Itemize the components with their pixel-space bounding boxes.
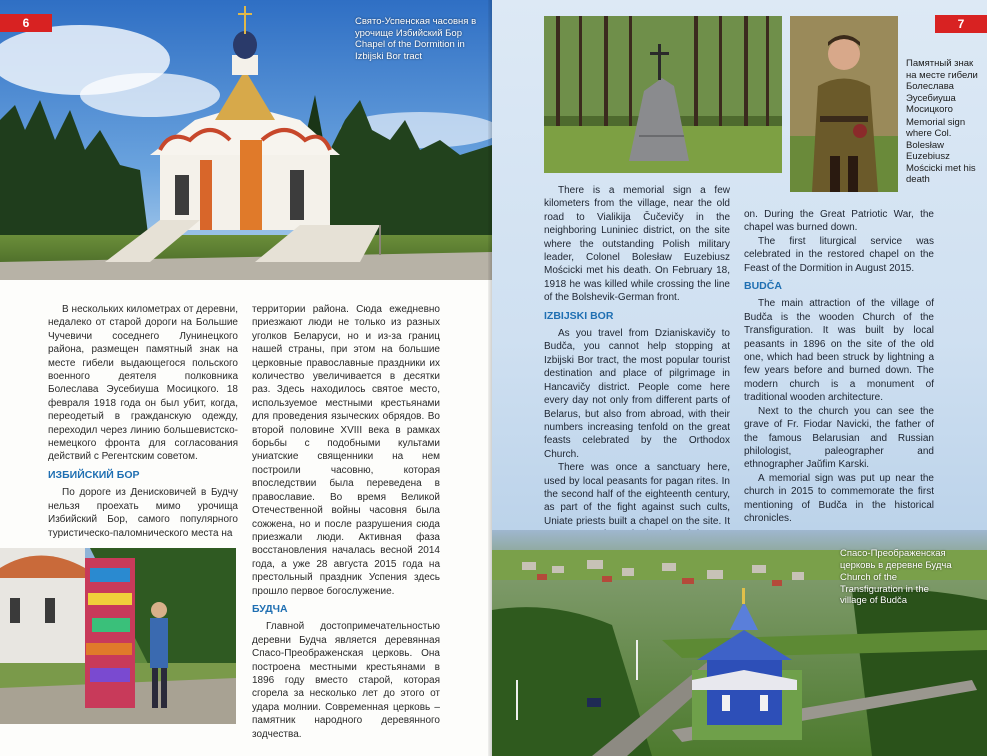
memorial-illustration — [544, 16, 782, 173]
aerial-church-photo — [492, 530, 987, 756]
portrait-caption-ru: Памятный знак на месте гибели Болеслава Эусебиуша Мосицкого — [906, 58, 978, 115]
right-page — [492, 0, 987, 756]
page-number-right: 7 — [935, 15, 987, 33]
grave-paragraph-en: Next to the church you can see the grave of Fr. Fiodar Navicki, the father of the famous Belarusian and Russian philologist, paleographer and ethnographer Jaŭfim Karski. — [744, 405, 934, 471]
chapel-photo — [0, 0, 492, 280]
aerial-caption — [840, 548, 958, 607]
ribbons-tree-photo — [0, 548, 236, 724]
budca-heading-en: BUDČA — [744, 280, 782, 293]
aerial-caption-ru: Спасо-Преображенская церковь в деревне Будча — [840, 548, 952, 571]
mosicki-paragraph-en: There is a memorial sign a few kilometers from the village, near the old road to Vialikija Čučevičy in the neighboring Luniniec district, on the site where the outstanding Polish military leader, Colonel Bolesław Euzebiusz Mościcki met his death. On February 18, 1918 he was killed while crossing the line of the Bolshevik-German front. — [544, 185, 730, 304]
liturgy-paragraph-en: The first liturgical service was celebrated in the restored chapel on the Feast of the Dormition in August 2015. — [744, 235, 934, 274]
left-page — [0, 0, 492, 756]
chapel-burned-paragraph-en: on. During the Great Patriotic War, the chapel was burned down. — [744, 209, 934, 234]
izbijski-bor-paragraph-ru: По дороге из Денисковичей в Будчу нельзя проехать мимо урочища Избийский Бор, самого популярного туристическо-паломнического места на — [48, 487, 238, 539]
portrait-illustration — [790, 16, 898, 192]
right-column-2 — [744, 208, 934, 525]
chapel-caption-ru: Свято-Успенская часовня в урочище Избийский Бор — [355, 16, 477, 39]
left-column-2 — [252, 303, 440, 741]
budcha-paragraph-ru: Главной достопримечательностью деревни Будча является деревянная Спасо-Преображенская церковь. Она построена местными крестьянами в 1896 году вместо старой, которая сгорела за несколько лет до этого от удара молнии. Современная церковь – памятник народного деревянного зодчества. — [252, 621, 440, 740]
aerial-caption-en: Church of the Transfiguration in the village of Budča — [840, 572, 929, 606]
memorial-2015-paragraph-en: A memorial sign was put up near the church in 2015 to commemorate the first mentioning of Budča in the historical chronicles. — [744, 472, 934, 524]
chapel-caption — [355, 16, 485, 62]
izbijski-bor-heading-en: IZBIJSKI BOR — [544, 309, 614, 322]
portrait-caption — [906, 58, 984, 186]
memorial-photo — [544, 16, 782, 173]
izbijski-bor-heading-ru: ИЗБИЙСКИЙ БОР — [48, 468, 140, 481]
ribbons-tree-illustration — [0, 548, 236, 724]
budcha-heading-ru: БУДЧА — [252, 602, 288, 615]
izbijski-bor-continued-ru: территории района. Сюда ежедневно приезжают люди не только из разных уголков Беларуси, но и из-за границ нашей страны, при этом на большие церковные православные праздники их количество увеличивается в десятки раз. Здесь находилось святое место, используемое местными крестьянами для проведения языческих обрядов. Во второй половине XVIII века в рамках борьбы с подобными культами униатские священники на нем построили часовню, которая впоследствии была переведена в православие. Во время Великой Отечественной войны часовня была сожжена, но и после разрушения сюда приезжали люди. Активная фаза восстановления началась весной 2014 года, а уже 28 августа 2015 года на престольный праздник Успения здесь прошло первое богослужение. — [252, 304, 440, 597]
chapel-caption-en: Chapel of the Dormition in Izbijski Bor tract — [355, 39, 465, 62]
budca-paragraph-en: The main attraction of the village of Budča is the wooden Church of the Transfiguration. It was built by local peasants in 1896 on the site of the old one, which had been struck by lightning a few years before and burned down. The modern church is a monument of traditional wooden architecture. — [744, 298, 934, 404]
right-column-1 — [544, 184, 730, 542]
sanctuary-paragraph-en: There was once a sanctuary here, used by local peasants for pagan rites. In the second half of the eighteenth century, as part of the fight against such cults, Uniate priests built a chapel on the site. It — [544, 462, 730, 527]
page-number-left: 6 — [0, 14, 52, 32]
portrait-caption-en: Memorial sign where Col. Bolesław Euzebiusz Mościcki met his death — [906, 116, 976, 185]
left-column-1 — [48, 303, 238, 540]
izbijski-bor-paragraph-en: As you travel from Dzianiskavičy to Budča, you cannot help stopping at Izbijski Bor tract, the most popular tourist destination and place of pilgrimage in Hancavičy district. People come here every day not only from different parts of Belarus, but also from abroad, with their numbers increasing tenfold on the great feasts celebrated by the Orthodox Church. — [544, 328, 730, 460]
mosicki-paragraph-ru: В нескольких километрах от деревни, недалеко от старой дороги на Большие Чучевичи соседнего Лунинецкого района, размещен памятный знак на месте гибели выдающегося польского военного деятеля полковника Болеслава Эусебиуша Мосицкого. 18 февраля 1918 года он был убит, когда, переодетый в гражданскую одежду, переходил через линию большевистско-немецкого фронта для согласования действий с Регентским советом. — [48, 304, 238, 463]
mosicki-portrait — [790, 16, 898, 192]
